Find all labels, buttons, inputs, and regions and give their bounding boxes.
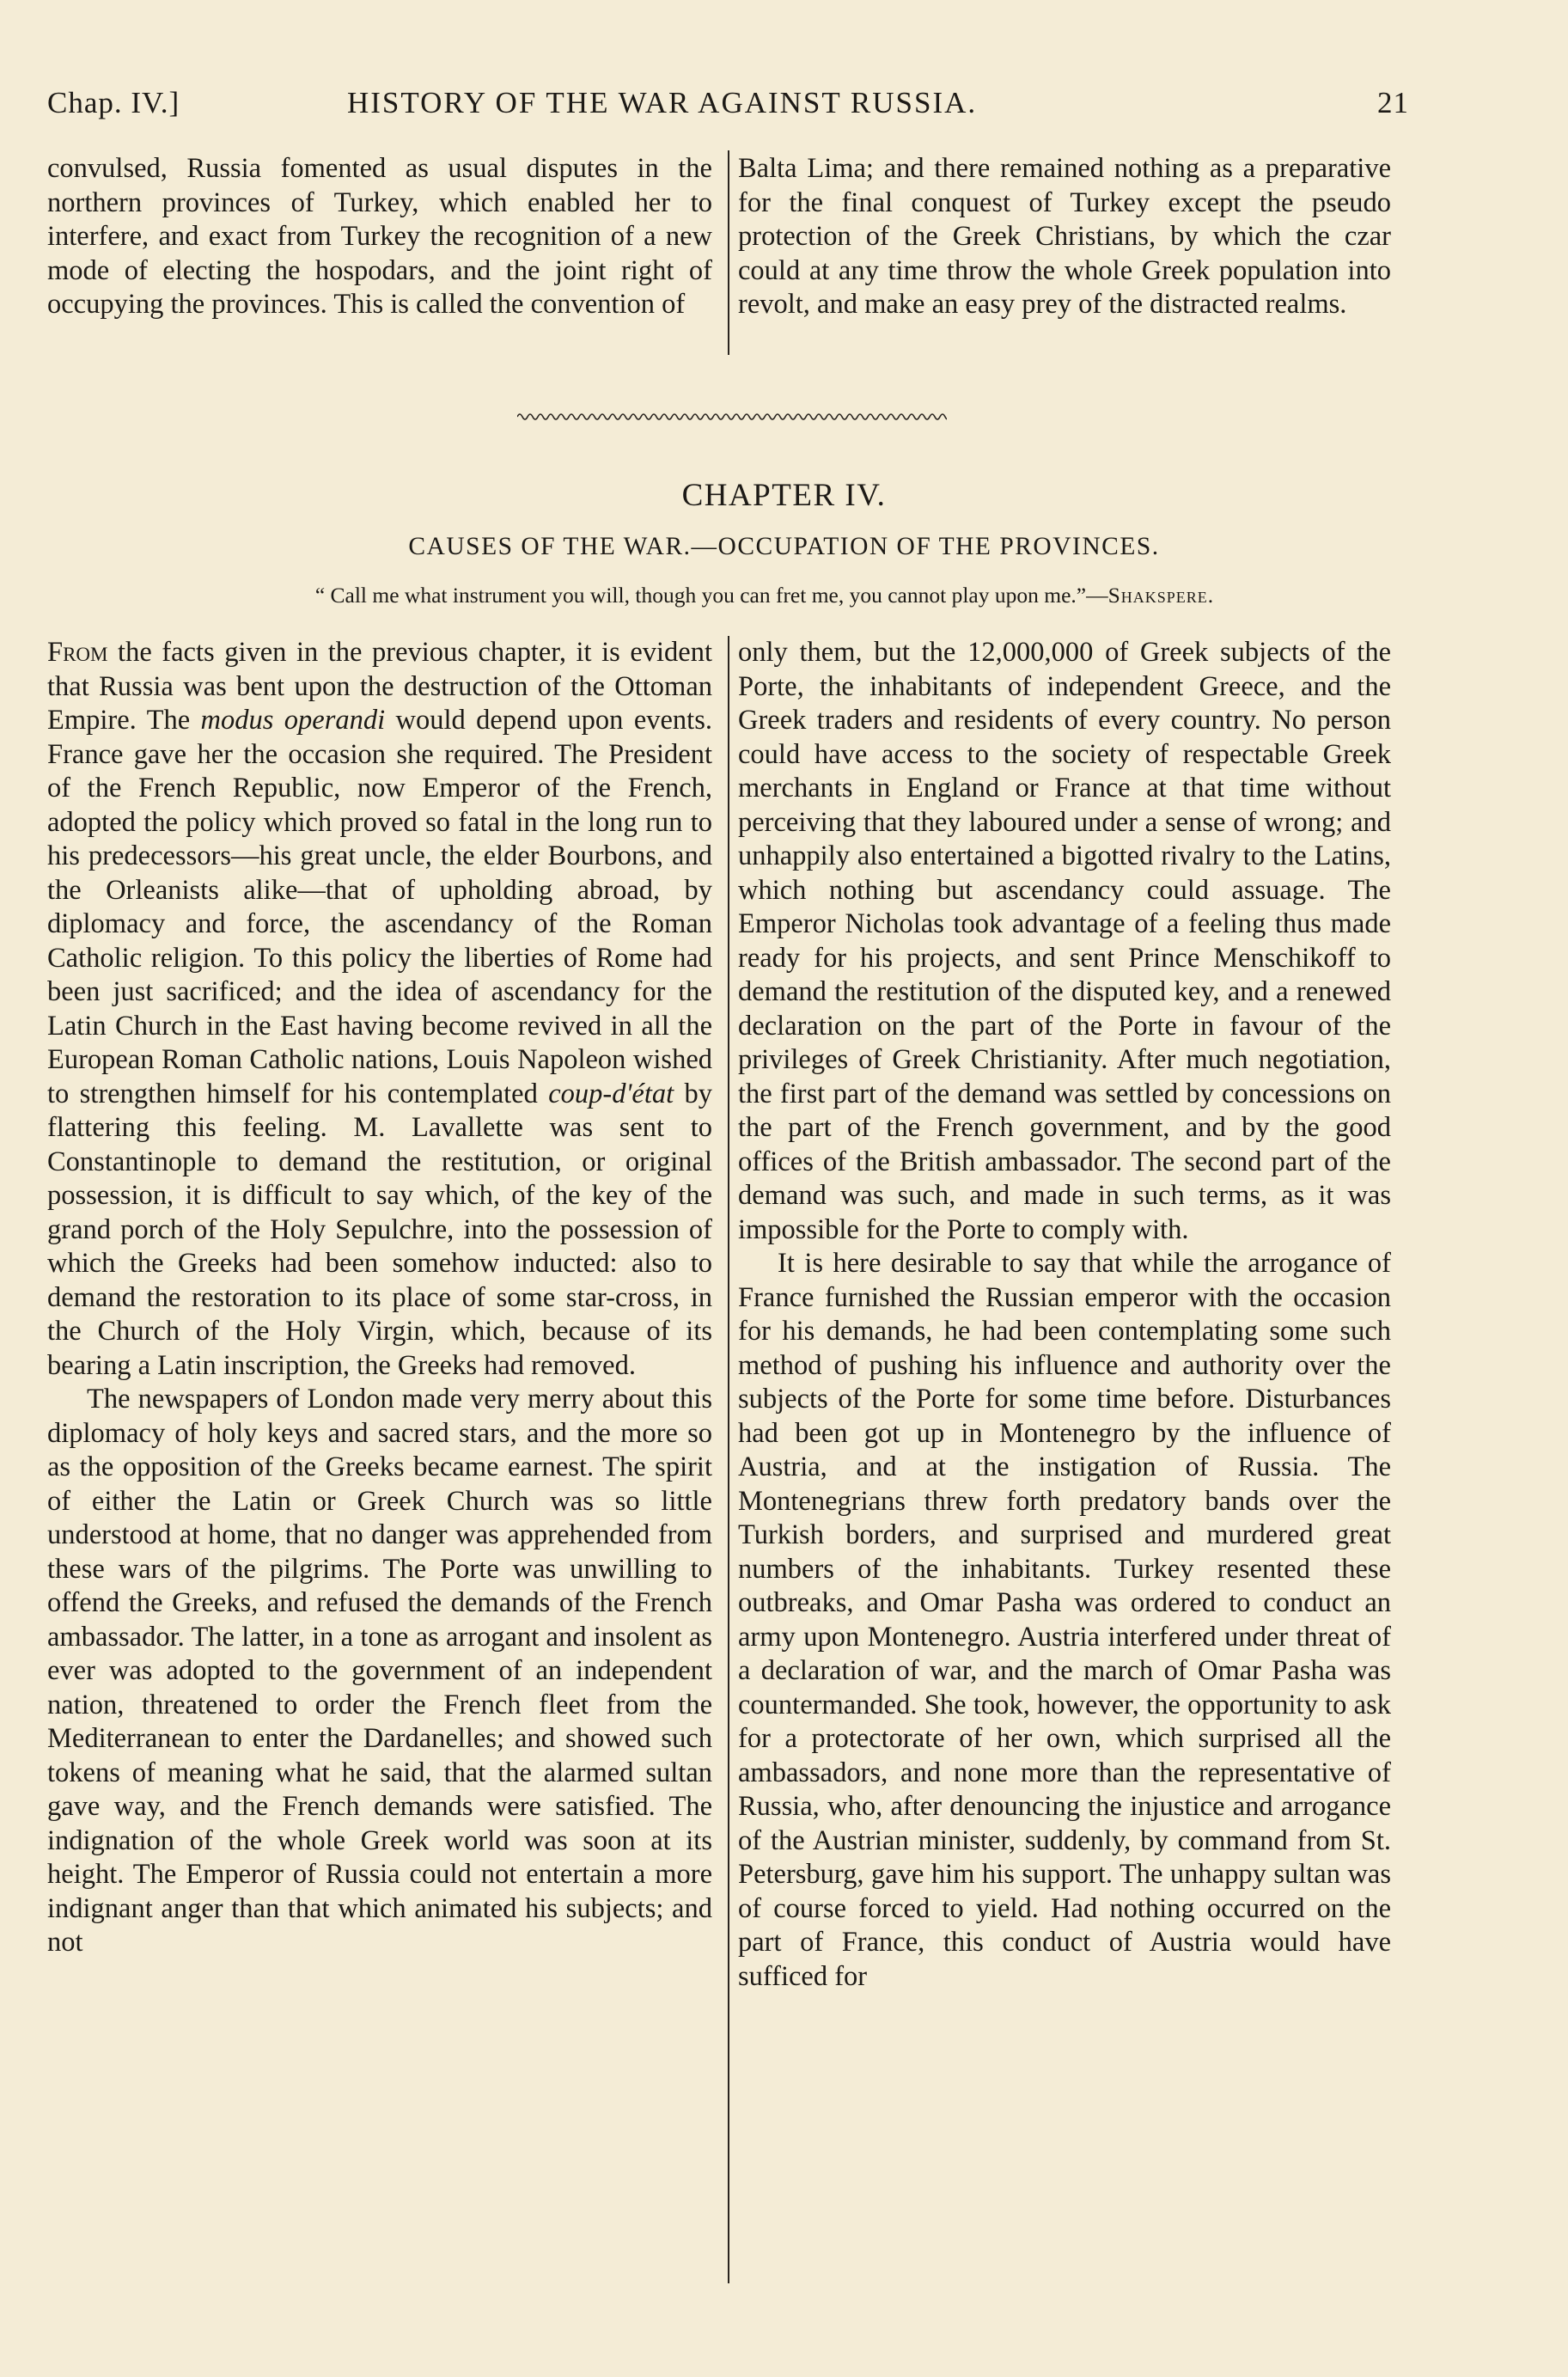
- main-right-column: [738, 636, 1391, 1994]
- top-left-paragraph: convulsed, Russia fomented as usual disputes in the northern provinces of Turkey, which enabled her to interfere, and exact from Turkey the recognition of a new mode of electing the hospodars, and the joint right of occupying the provinces. This is called the convention of: [47, 153, 712, 320]
- right-paragraph-1: only them, but the 12,000,000 of Greek subjects of the Porte, the inhabitants of independent Greece, and the Greek traders and residents of every country. No person could have access to the society of respectable Greek merchants in England or France at that time without perceiving that they laboured under a sense of wrong; and unhappily also entertained a bigotted rivalry to the Latins, which nothing but ascendancy could assuage. The Emperor Nicholas took advantage of a feeling thus made ready for his projects, and sent Prince Menschikoff to demand the restitution of the disputed key, and a renewed declaration on the part of the Porte in favour of the privileges of Greek Christianity. After much negotiation, the first part of the demand was settled by concessions on the part of the French government, and by the good offices of the British ambassador. The second part of the demand was such, and made in such terms, as it was impossible for the Porte to comply with.: [738, 637, 1391, 1245]
- left-p1-text-a: the facts given in the previous chapter, it is evident that Russia was bent upon the destruction of the Ottoman Empire. The: [47, 637, 712, 736]
- running-head-chapter: Chap. IV.]: [47, 86, 180, 119]
- chapter-subtitle: CAUSES OF THE WAR.—OCCUPATION OF THE PROVINCES.: [408, 533, 1160, 560]
- left-p1-italic-2: coup-d'état: [548, 1078, 674, 1109]
- chapter-title: CHAPTER IV.: [681, 478, 887, 513]
- left-paragraph-1: [47, 636, 712, 1383]
- top-right-column: [738, 152, 1391, 322]
- epigraph-attribution: Shakspere.: [1107, 583, 1215, 608]
- column-divider-main: [728, 636, 729, 2283]
- left-p1-italic-1: modus operandi: [200, 705, 386, 736]
- main-left-column: [47, 636, 712, 1960]
- ornamental-divider: [517, 410, 947, 424]
- epigraph: [86, 583, 1443, 608]
- page-number: 21: [1377, 86, 1409, 119]
- left-p1-text-c: by flattering this feeling. M. Lavallette was sent to Constantinople to demand the restitution, or original possession, it is difficult to say which, of the key of the grand porch of the Holy Sepulchre, into the possession of which the Greeks had been somehow inducted: also to demand the restoration to its place of some star-cross, in the Church of the Holy Virgin, which, because of its bearing a Latin inscription, the Greeks had removed.: [47, 1078, 712, 1381]
- running-head-title: HISTORY OF THE WAR AGAINST RUSSIA.: [347, 86, 978, 119]
- top-right-paragraph: Balta Lima; and there remained nothing as a preparative for the final conquest of Turkey except the pseudo protection of the Greek Christians, by which the czar could at any time throw the whole Greek population into revolt, and make an easy prey of the distracted realms.: [738, 153, 1391, 320]
- running-head: [47, 86, 1422, 129]
- column-divider-top: [728, 150, 729, 355]
- right-paragraph-2: It is here desirable to say that while the arrogance of France furnished the Russian emperor with the occasion for his demands, he had been contemplating some such method of pushing his influence and authority over the subjects of the Porte for some time before. Disturbances had been got up in Montenegro by the influence of Austria, and at the instigation of Russia. The Montenegrians threw forth predatory bands over the Turkish borders, and surprised and murdered great numbers of the inhabitants. Turkey resented these outbreaks, and Omar Pasha was ordered to conduct an army upon Montenegro. Austria interfered under threat of a declaration of war, and the march of Omar Pasha was countermanded. She took, however, the opportunity to ask for a protectorate of her own, which surprised all the ambassadors, and none more than the representative of Russia, who, after denouncing the injustice and arrogance of the Austrian minister, suddenly, by command from St. Petersburg, gave him his support. The unhappy sultan was of course forced to yield. Had nothing occurred on the part of France, this conduct of Austria would have sufficed for: [738, 1248, 1391, 1992]
- left-paragraph-2: The newspapers of London made very merry about this diplomacy of holy keys and sacred stars, and the more so as the opposition of the Greeks became earnest. The spirit of either the Latin or Greek Church was so little understood at home, that no danger was apprehended from these wars of the pilgrims. The Porte was unwilling to offend the Greeks, and refused the demands of the French ambassador. The latter, in a tone as arrogant and insolent as ever was adopted to the government of an independent nation, threatened to order the French fleet from the Mediterranean to enter the Dardanelles; and showed such tokens of meaning what he said, that the alarmed sultan gave way, and the French demands were satisfied. The indignation of the whole Greek world was soon at its height. The Emperor of Russia could not entertain a more indignant anger than that which animated his subjects; and not: [47, 1384, 712, 1958]
- left-p1-text-b: would depend upon events. France gave her the occasion she required. The President of the French Republic, now Emperor of the French, adopted the policy which proved so fatal in the long run to his predecessors—his great uncle, the elder Bourbons, and the Orleanists alike—that of upholding abroad, by diplomacy and force, the ascendancy of the Roman Catholic religion. To this policy the liberties of Rome had been just sacrificed; and the idea of ascendancy for the Latin Church in the East having become revived in all the European Roman Catholic nations, Louis Napoleon wished to strengthen himself for his contemplated: [47, 705, 712, 1109]
- top-left-column: [47, 152, 712, 322]
- drop-word: From: [47, 637, 108, 668]
- epigraph-quote: “ Call me what instrument you will, though you can fret me, you cannot play upon me.”—: [314, 583, 1108, 608]
